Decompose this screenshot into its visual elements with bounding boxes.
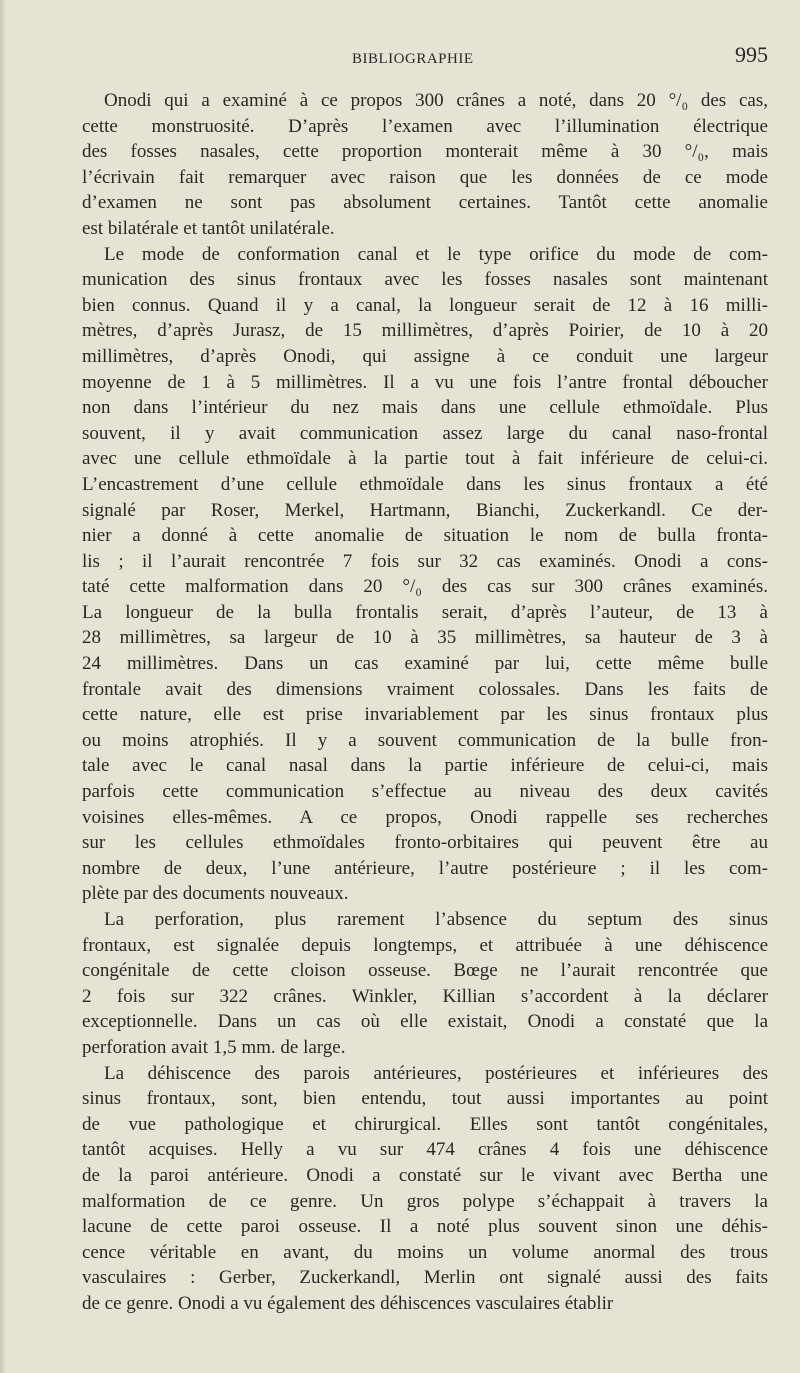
text-line: mètres, d’après Jurasz, de 15 millimètres, d’après Poirier, de 10 à 20: [82, 320, 768, 342]
text-line: sur les cellules ethmoïdales fronto-orbitaires qui peuvent être au: [82, 832, 768, 854]
text-line: nier a donné à cette anomalie de situation le nom de bulla fronta-: [82, 525, 768, 547]
text-line: voisines elles-mêmes. A ce propos, Onodi rappelle ses recherches: [82, 806, 768, 828]
text-line: des fosses nasales, cette proportion monterait même à 30 °/₀, mais: [82, 141, 768, 163]
text-line: d’examen ne sont pas absolument certaines. Tantôt cette anomalie: [82, 192, 768, 214]
page-number: 995: [735, 42, 768, 67]
running-title: BIBLIOGRAPHIE: [352, 51, 474, 67]
text-line: cette monstruosité. D’après l’examen avec l’illumination électrique: [82, 115, 768, 137]
text-line: La longueur de la bulla frontalis serait, d’après l’auteur, de 13 à: [82, 601, 768, 623]
text-line: avec une cellule ethmoïdale à la partie tout à fait inférieure de celui-ci.: [82, 448, 768, 470]
text-line: 2 fois sur 322 crânes. Winkler, Killian s’accordent à la déclarer: [82, 985, 768, 1007]
text-line: sinus frontaux, sont, bien entendu, tout aussi importantes au point: [82, 1088, 768, 1110]
paragraph: [82, 1061, 768, 1317]
text-line: La perforation, plus rarement l’absence du septum des sinus: [104, 909, 768, 930]
text-line: nombre de deux, l’une antérieure, l’autre postérieure ; il les com-: [82, 857, 768, 879]
paragraph: [82, 907, 768, 1061]
text-line: non dans l’intérieur du nez mais dans une cellule ethmoïdale. Plus: [82, 397, 768, 419]
text-line: frontaux, est signalée depuis longtemps, et attribuée à une déhiscence: [82, 934, 768, 956]
text-line: souvent, il y avait communication assez large du canal naso-frontal: [82, 422, 768, 444]
text-line: lis ; il l’aurait rencontrée 7 fois sur 32 cas examinés. Onodi a cons-: [82, 550, 768, 572]
text-line: congénitale de cette cloison osseuse. Bœge ne l’aurait rencontrée que: [82, 960, 768, 982]
text-line: perforation avait 1,5 mm. de large.: [82, 1036, 346, 1058]
page-header: [82, 36, 768, 76]
text-line: plète par des documents nouveaux.: [82, 883, 349, 905]
text-line: 24 millimètres. Dans un cas examiné par lui, cette même bulle: [82, 653, 768, 675]
text-line: vasculaires : Gerber, Zuckerkandl, Merlin ont signalé aussi des faits: [82, 1267, 768, 1289]
text-line: tantôt acquises. Helly a vu sur 474 crânes 4 fois une déhiscence: [82, 1139, 768, 1161]
text-line: exceptionnelle. Dans un cas où elle existait, Onodi a constaté que la: [82, 1011, 768, 1033]
text-line: taté cette malformation dans 20 °/₀ des cas sur 300 crânes examinés.: [82, 576, 768, 598]
text-line: lacune de cette paroi osseuse. Il a noté plus souvent sinon une déhis-: [82, 1216, 768, 1238]
body-text: [82, 88, 768, 1317]
text-line: tale avec le canal nasal dans la partie inférieure de celui-ci, mais: [82, 755, 768, 777]
text-line: moyenne de 1 à 5 millimètres. Il a vu une fois l’antre frontal déboucher: [82, 371, 768, 393]
text-line: est bilatérale et tantôt unilatérale.: [82, 217, 335, 239]
text-line: parfois cette communication s’effectue au niveau des deux cavités: [82, 781, 768, 803]
text-line: 28 millimètres, sa largeur de 10 à 35 millimètres, sa hauteur de 3 à: [82, 627, 768, 649]
text-line: La déhiscence des parois antérieures, postérieures et inférieures des: [104, 1062, 768, 1084]
text-line: Le mode de conformation canal et le type orifice du mode de com-: [104, 243, 768, 265]
text-line: de la paroi antérieure. Onodi a constaté sur le vivant avec Bertha une: [82, 1164, 768, 1186]
page-edge-shadow: [0, 0, 6, 1373]
text-line: malformation de ce genre. Un gros polype s’échappait à travers la: [82, 1190, 768, 1212]
text-line: bien connus. Quand il y a canal, la longueur serait de 12 à 16 milli-: [82, 294, 768, 316]
paragraph: [82, 88, 768, 242]
text-line: frontale avait des dimensions vraiment colossales. Dans les faits de: [82, 678, 768, 700]
text-line: cette nature, elle est prise invariablement par les sinus frontaux plus: [82, 704, 768, 726]
text-line: signalé par Roser, Merkel, Hartmann, Bianchi, Zuckerkandl. Ce der-: [82, 499, 768, 521]
text-line: cence véritable en avant, du moins un volume anormal des trous: [82, 1241, 768, 1263]
text-line: de vue pathologique et chirurgical. Elles sont tantôt congénitales,: [82, 1113, 768, 1135]
text-line: l’écrivain fait remarquer avec raison que les données de ce mode: [82, 166, 768, 188]
text-line: de ce genre. Onodi a vu également des déhiscences vasculaires établir: [82, 1292, 614, 1314]
text-line: ou moins atrophiés. Il y a souvent communication de la bulle fron-: [82, 729, 768, 751]
text-line: L’encastrement d’une cellule ethmoïdale dans les sinus frontaux a été: [82, 473, 768, 495]
text-line: millimètres, d’après Onodi, qui assigne à ce conduit une largeur: [82, 345, 768, 367]
text-line: Onodi qui a examiné à ce propos 300 crânes a noté, dans 20 °/₀ des cas,: [104, 90, 768, 111]
paragraph: [82, 242, 768, 907]
text-line: munication des sinus frontaux avec les fosses nasales sont maintenant: [82, 269, 768, 291]
